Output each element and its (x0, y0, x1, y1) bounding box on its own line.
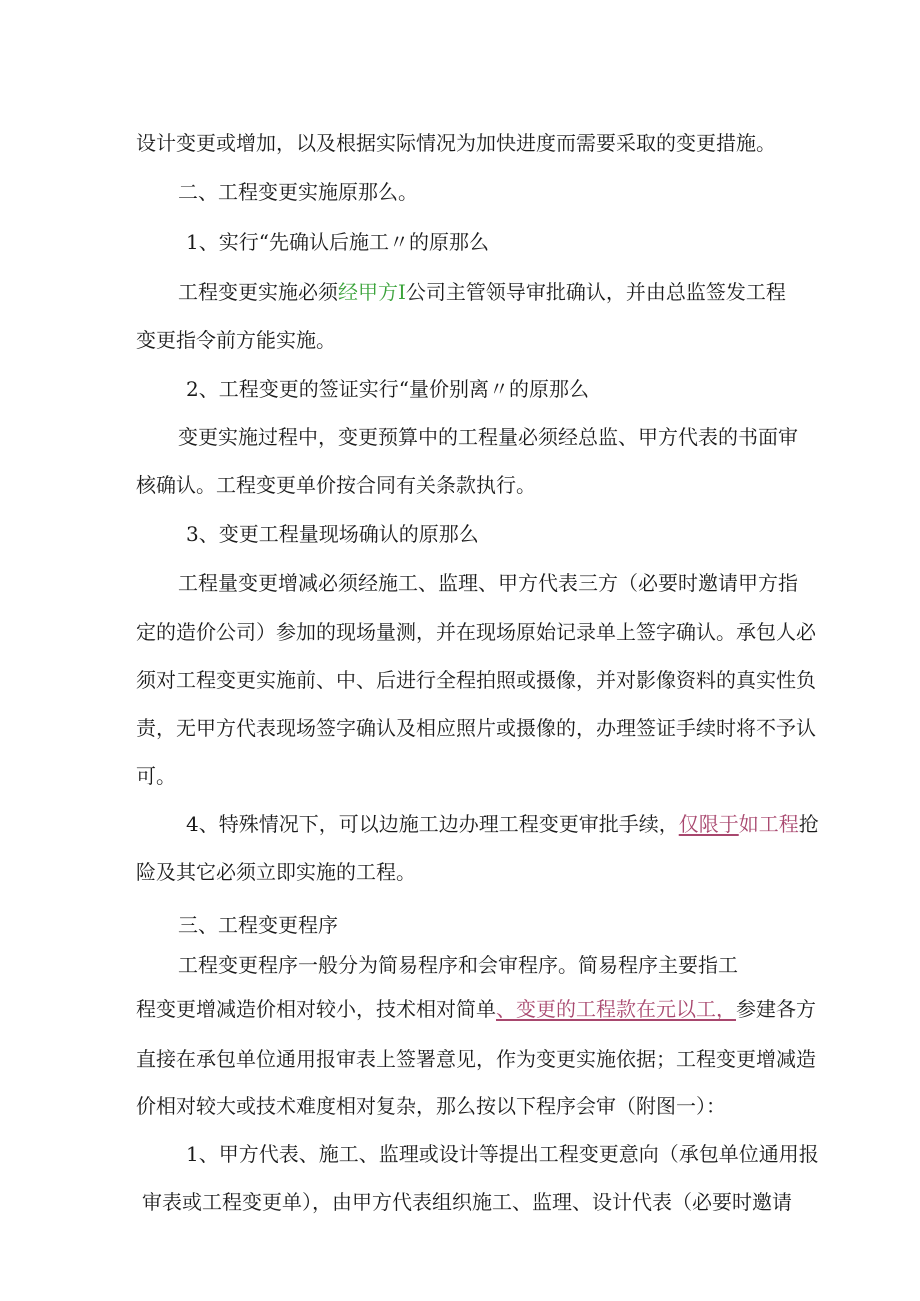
text-run: 工程变更实施必须 (178, 280, 338, 304)
highlighted-text: 仅限于 (678, 812, 739, 836)
text-line: 直接在承包单位通用报审表上签署意见，作为变更实施依据；工程变更增减造 (136, 1047, 816, 1071)
text-line (178, 280, 786, 304)
subsection-heading: 2、工程变更的签证实行“量价别离〃的原那么 (186, 377, 589, 401)
text-line: 变更指令前方能实施。 (136, 328, 336, 352)
text-line: 须对工程变更实施前、中、后进行全程拍照或摄像，并对影像资料的真实性负 (136, 668, 816, 692)
text-line: 责，无甲方代表现场签字确认及相应照片或摄像的，办理签证手续时将不予认 (136, 716, 816, 740)
subsection-heading: 1、实行“先确认后施工〃的原那么 (186, 230, 489, 254)
text-line: 设计变更或增加，以及根据实际情况为加快进度而需要采取的变更措施。 (136, 131, 776, 155)
text-line: 变更实施过程中，变更预算中的工程量必须经总监、甲方代表的书面审 (178, 425, 798, 449)
text-line: 工程量变更增减必须经施工、监理、甲方代表三方（必要时邀请甲方指 (178, 571, 798, 595)
highlighted-text: 如工程 (738, 812, 799, 836)
highlighted-text: 、变更的工程款在元以工， (496, 997, 736, 1021)
text-run: 参建各方 (736, 997, 816, 1021)
section-heading: 二、工程变更实施原那么。 (178, 180, 418, 204)
text-line: 价相对较大或技术难度相对复杂，那么按以下程序会审（附图一）： (136, 1094, 726, 1118)
text-line: 可。 (136, 764, 176, 788)
text-line: 定的造价公司）参加的现场量测，并在现场原始记录单上签字确认。承包人必 (136, 620, 816, 644)
text-run: 公司主管领导审批确认，并由总监签发工程 (405, 280, 786, 304)
subsection-heading: 3、变更工程量现场确认的原那么 (186, 522, 479, 546)
section-heading: 三、工程变更程序 (178, 913, 338, 937)
text-run: 4、特殊情况下，可以边施工边办理工程变更审批手续， (186, 812, 679, 836)
text-line (136, 997, 816, 1021)
text-run: 抢 (798, 812, 819, 836)
text-line: 工程变更程序一般分为简易程序和会审程序。简易程序主要指工 (178, 953, 738, 977)
text-line: 审表或工程变更单），由甲方代表组织施工、监理、设计代表（必要时邀请 (142, 1190, 792, 1214)
text-line: 核确认。工程变更单价按合同有关条款执行。 (136, 473, 536, 497)
text-line: 1、甲方代表、施工、监理或设计等提出工程变更意向（承包单位通用报 (186, 1142, 819, 1166)
text-line (186, 812, 819, 836)
highlighted-text: 经甲方Ⅰ (338, 280, 406, 304)
text-run: 程变更增减造价相对较小，技术相对简单 (136, 997, 496, 1021)
text-line: 险及其它必须立即实施的工程。 (136, 860, 416, 884)
